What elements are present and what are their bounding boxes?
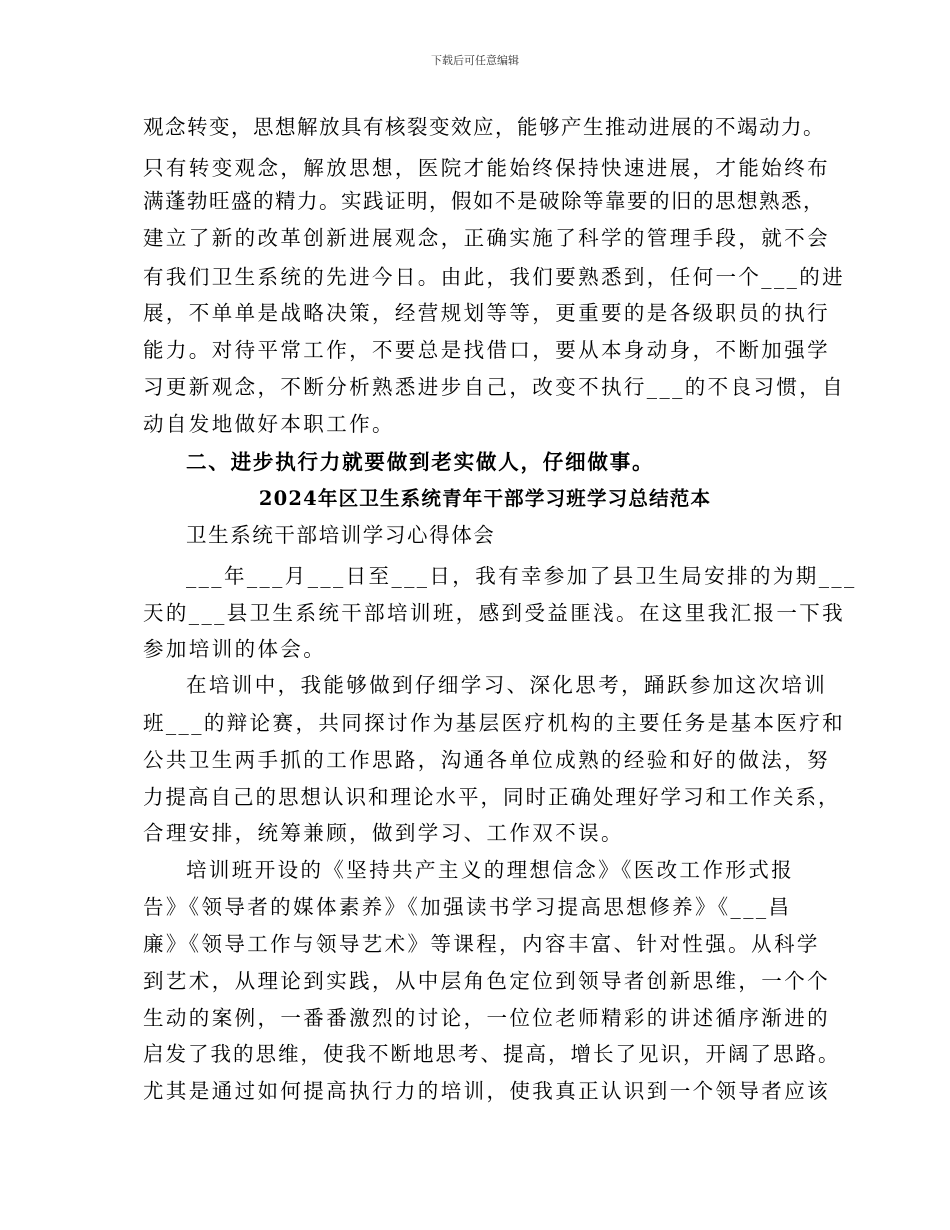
paragraph-line: 在培训中，我能够做到仔细学习、深化思考，踊跃参加这次培训 bbox=[186, 673, 828, 697]
paragraph-line: 合理安排，统筹兼顾，做到学习、工作双不误。 bbox=[143, 821, 624, 845]
page-header: 下载后可任意编辑 bbox=[431, 54, 519, 67]
paragraph-line: 生动的案例，一番番激烈的讨论，一位位老师精彩的讲述循序渐进的 bbox=[143, 1006, 830, 1030]
paragraph-line: ___年___月___日至___日，我有幸参加了县卫生局安排的为期___ bbox=[186, 564, 857, 588]
paragraph-line: 告》《领导者的媒体素养》《加强读书学习提高思想修养》《___昌 bbox=[143, 895, 792, 919]
paragraph-line: 能力。对待平常工作，不要总是找借口，要从本身动身，不断加强学 bbox=[143, 338, 830, 362]
paragraph-line: 只有转变观念，解放思想，医院才能始终保持快速进展，才能始终布 bbox=[143, 156, 830, 180]
paragraph-line: 满蓬勃旺盛的精力。实践证明，假如不是破除等靠要的旧的思想熟悉， bbox=[143, 189, 825, 213]
paragraph-line: 班___的辩论赛，共同探讨作为基层医疗机构的主要任务是基本医疗和 bbox=[143, 711, 846, 735]
paragraph-line: 有我们卫生系统的先进今日。由此，我们要熟悉到，任何一个___的进 bbox=[143, 265, 846, 289]
paragraph-line: 力提高自己的思想认识和理论水平，同时正确处理好学习和工作关系， bbox=[143, 785, 841, 809]
paragraph-line: 到艺术，从理论到实践，从中层角色定位到领导者创新思维，一个个 bbox=[143, 969, 830, 993]
section-heading: 二、进步执行力就要做到老实做人，仔细做事。 bbox=[186, 450, 655, 474]
subtitle: 卫生系统干部培训学习心得体会 bbox=[186, 523, 496, 547]
paragraph-line: 观念转变，思想解放具有核裂变效应，能够产生推动进展的不竭动力。 bbox=[143, 115, 825, 139]
paragraph-line: 启发了我的思维，使我不断地思考、提高，增长了见识，开阔了思路。 bbox=[143, 1042, 841, 1066]
paragraph-line: 参加培训的体会。 bbox=[143, 637, 327, 661]
paragraph-line: 廉》《领导工作与领导艺术》等课程，内容丰富、针对性强。从科学 bbox=[143, 932, 820, 956]
paragraph-line: 习更新观念，不断分析熟悉进步自己，改变不执行___的不良习惯，自 bbox=[143, 375, 846, 399]
paragraph-line: 动自发地做好本职工作。 bbox=[143, 412, 395, 436]
paragraph-line: 天的___县卫生系统干部培训班，感到受益匪浅。在这里我汇报一下我 bbox=[143, 601, 846, 625]
paragraph-line: 建立了新的改革创新进展观念，正确实施了科学的管理手段，就不会 bbox=[143, 226, 830, 250]
paragraph-line: 展，不单单是战略决策，经营规划等等，更重要的是各级职员的执行 bbox=[143, 301, 830, 325]
paragraph-line: 公共卫生两手抓的工作思路，沟通各单位成熟的经验和好的做法，努 bbox=[143, 748, 830, 772]
paragraph-line: 尤其是通过如何提高执行力的培训，使我真正认识到一个领导者应该 bbox=[143, 1079, 830, 1103]
document-title: 2024年区卫生系统青年干部学习班学习总结范本 bbox=[258, 487, 712, 510]
paragraph-line: 培训班开设的《坚持共产主义的理想信念》《医改工作形式报 bbox=[186, 858, 795, 882]
